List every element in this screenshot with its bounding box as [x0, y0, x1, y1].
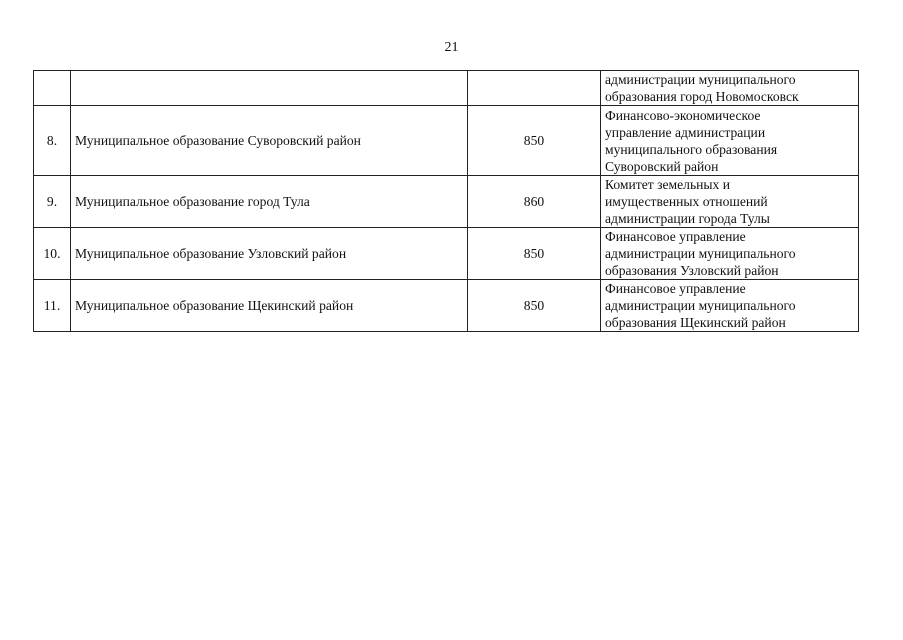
administrator-line: Финансово-экономическое	[605, 107, 761, 123]
table-row	[34, 280, 859, 332]
administrator-line: образования город Новомосковск	[605, 89, 799, 104]
administrator-name	[601, 176, 859, 228]
administrator-name	[601, 280, 859, 332]
administrator-line: управление администрации	[605, 124, 766, 140]
row-number	[34, 71, 71, 106]
table-row	[34, 106, 859, 176]
administrator-name	[601, 228, 859, 280]
administrator-line: администрации муниципального	[605, 72, 796, 87]
table-row	[34, 71, 859, 106]
admin-code	[468, 71, 601, 106]
row-number: 10.	[34, 228, 71, 280]
page-number: 21	[444, 40, 459, 55]
administrator-line: администрации города Тулы	[605, 211, 770, 226]
administrator-line: Финансовое управление	[605, 229, 746, 244]
administrator-line: Комитет земельных и	[605, 177, 731, 192]
admin-code: 850	[468, 228, 601, 280]
table-row	[34, 176, 859, 228]
administrator-line: Финансовое управление	[605, 281, 746, 296]
administrator-name	[601, 71, 859, 106]
administrator-line: образования Узловский район	[605, 263, 779, 278]
admin-code: 850	[468, 280, 601, 332]
municipality-name	[71, 71, 468, 106]
administrator-line: имущественных отношений	[605, 194, 768, 209]
municipality-name: Муниципальное образование Узловский район	[71, 228, 468, 280]
table-row	[34, 228, 859, 280]
municipality-name: Муниципальное образование город Тула	[71, 176, 468, 228]
administrator-line: Суворовский район	[605, 158, 719, 174]
municipality-name: Муниципальное образование Щекинский район	[71, 280, 468, 332]
admin-code: 860	[468, 176, 601, 228]
administrator-line: образования Щекинский район	[605, 315, 786, 330]
municipal-table	[33, 70, 859, 332]
administrator-line: администрации муниципального	[605, 298, 796, 313]
administrator-line: муниципального образования	[605, 141, 778, 157]
administrator-line: администрации муниципального	[605, 246, 796, 261]
admin-code: 850	[468, 106, 601, 176]
administrator-name	[601, 106, 859, 176]
row-number: 9.	[34, 176, 71, 228]
row-number: 11.	[34, 280, 71, 332]
municipality-name: Муниципальное образование Суворовский район	[71, 106, 468, 176]
row-number: 8.	[34, 106, 71, 176]
